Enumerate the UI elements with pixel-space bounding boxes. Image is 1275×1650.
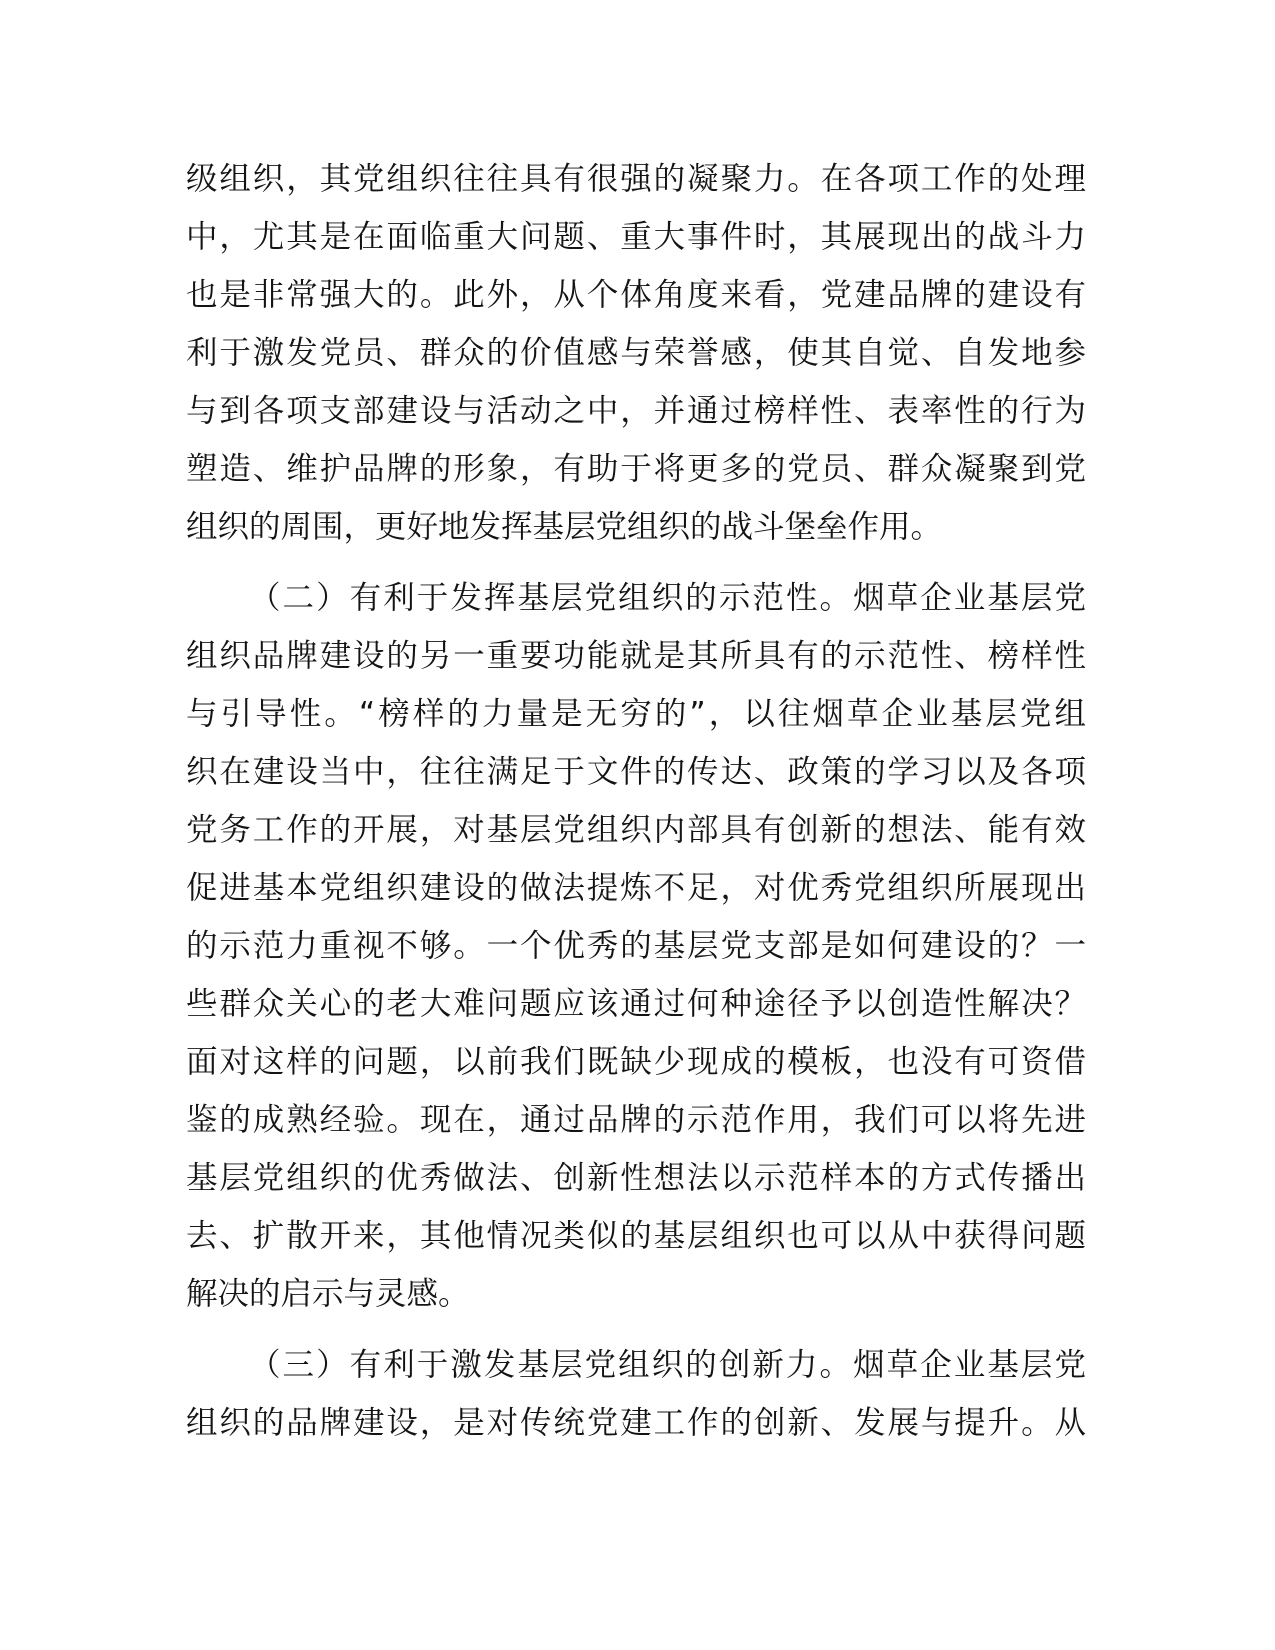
document-body [186,150,1086,1452]
paragraph-line: 的示范力重视不够。一个优秀的基层党支部是如何建设的？一 [186,928,1086,964]
paragraph-line: 组织的周围，更好地发挥基层党组织的战斗堡垒作用。 [186,509,943,545]
paragraph-line: 解决的启示与灵感。 [186,1276,470,1312]
paragraph-line: 塑造、维护品牌的形象，有助于将更多的党员、群众凝聚到党 [186,451,1086,487]
paragraph-1 [186,150,1086,556]
paragraph-line: 面对这样的问题，以前我们既缺少现成的模板，也没有可资借 [186,1044,1086,1080]
paragraph-line: 组织的品牌建设，是对传统党建工作的创新、发展与提升。从 [186,1405,1086,1441]
paragraph-line: 组织品牌建设的另一重要功能就是其所具有的示范性、榜样性 [186,638,1086,674]
paragraph-line: 去、扩散开来，其他情况类似的基层组织也可以从中获得问题 [186,1218,1086,1254]
paragraph-3 [186,1336,1086,1452]
paragraph-2 [186,569,1086,1323]
paragraph-line: 促进基本党组织建设的做法提炼不足，对优秀党组织所展现出 [186,870,1086,906]
paragraph-line: 党务工作的开展，对基层党组织内部具有创新的想法、能有效 [186,812,1086,848]
paragraph-line: 利于激发党员、群众的价值感与荣誉感，使其自觉、自发地参 [186,335,1086,371]
paragraph-gap [186,1323,1086,1336]
paragraph-line: 鉴的成熟经验。现在，通过品牌的示范作用，我们可以将先进 [186,1102,1086,1138]
paragraph-gap [186,556,1086,569]
paragraph-line: 级组织，其党组织往往具有很强的凝聚力。在各项工作的处理 [186,161,1086,197]
paragraph-line: 也是非常强大的。此外，从个体角度来看，党建品牌的建设有 [186,277,1086,313]
paragraph-line: 与引导性。“榜样的力量是无穷的”，以往烟草企业基层党组 [186,696,1086,732]
paragraph-line: 与到各项支部建设与活动之中，并通过榜样性、表率性的行为 [186,393,1086,429]
paragraph-line: 些群众关心的老大难问题应该通过何种途径予以创造性解决？ [186,986,1086,1022]
paragraph-line-indented: （三）有利于激发基层党组织的创新力。烟草企业基层党 [249,1347,1086,1383]
paragraph-line-indented: （二）有利于发挥基层党组织的示范性。烟草企业基层党 [249,580,1086,616]
paragraph-line: 织在建设当中，往往满足于文件的传达、政策的学习以及各项 [186,754,1086,790]
paragraph-line: 基层党组织的优秀做法、创新性想法以示范样本的方式传播出 [186,1160,1086,1196]
paragraph-line: 中，尤其是在面临重大问题、重大事件时，其展现出的战斗力 [186,219,1086,255]
